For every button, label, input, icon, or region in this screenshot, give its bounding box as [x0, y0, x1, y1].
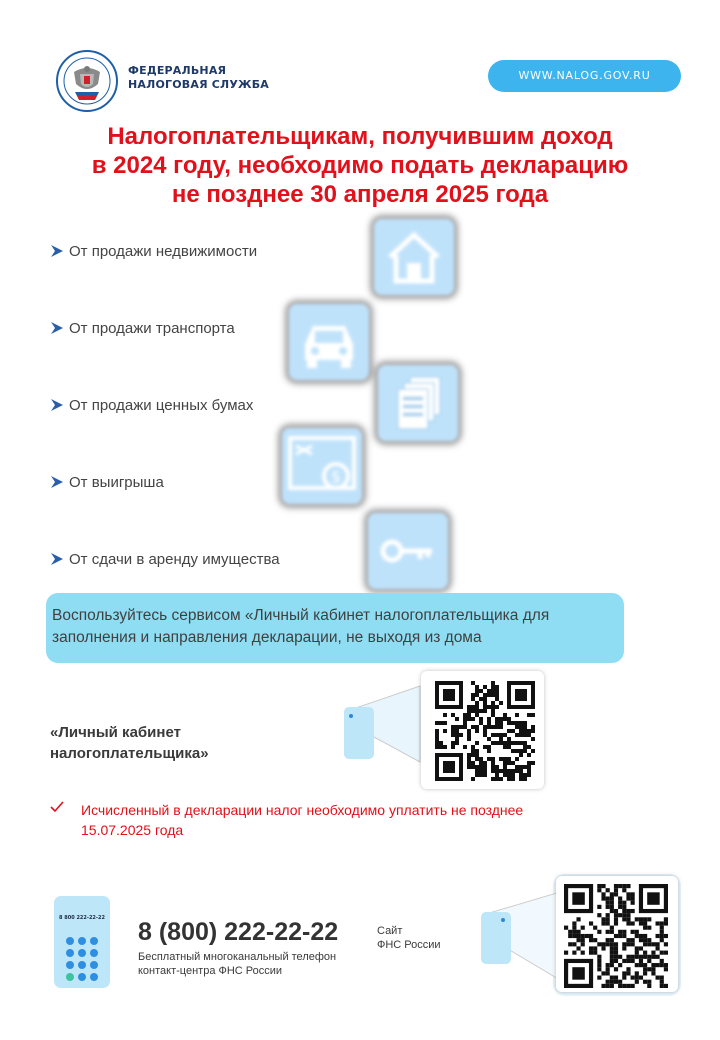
phone-camera-dot: [501, 918, 505, 922]
phone-screen-number: 8 800 222-22-22: [59, 915, 105, 921]
lk-line2: налогоплательщика»: [50, 745, 209, 762]
car-icon: [289, 304, 369, 380]
keypad-key: [90, 937, 98, 945]
income-item-label: От продажи недвижимости: [69, 243, 258, 260]
phone-camera-dot: [349, 714, 353, 718]
site-caption: [377, 924, 441, 952]
income-item-rent: [50, 549, 280, 571]
keypad-key: [66, 961, 74, 969]
site-caption-line1: Сайт: [377, 925, 403, 937]
org-name: [128, 64, 269, 92]
house-icon: [374, 219, 454, 295]
chevron-right-icon: [50, 245, 64, 257]
income-item-realty: [50, 241, 257, 263]
hotline-number[interactable]: 8 (800) 222-22-22: [138, 918, 339, 946]
chevron-right-icon: [50, 399, 64, 411]
hotline-caption-line2: контакт-центра ФНС России: [138, 965, 283, 977]
gift-certificate-icon: [282, 428, 362, 504]
deadline-line1: Исчисленный в декларации налог необходимо уплатить не позднее: [81, 802, 524, 818]
income-item-transport: [50, 318, 235, 340]
phone-icon: [481, 912, 511, 964]
income-item-label: От продажи транспорта: [69, 320, 235, 337]
site-qr-code[interactable]: [556, 876, 678, 992]
keypad-key: [90, 949, 98, 957]
deadline-line2: 15.07.2025 года: [81, 822, 184, 838]
chevron-right-icon: [50, 476, 64, 488]
chevron-right-icon: [50, 322, 64, 334]
hotline-caption: [138, 950, 336, 978]
income-item-securities: [50, 395, 253, 417]
keypad-key: [66, 949, 74, 957]
keypad-key: [78, 973, 86, 981]
keypad-key: [78, 961, 86, 969]
service-banner: [46, 593, 624, 663]
headline-line3: не позднее 30 апреля 2025 года: [171, 181, 549, 208]
svg-text:$: $: [330, 467, 342, 486]
site-url-button[interactable]: WWW.NALOG.GOV.RU: [488, 60, 681, 92]
service-line2: заполнения и направления декларации, не выходя из дома: [52, 629, 482, 646]
keypad-key: [66, 937, 74, 945]
hotline-caption-line1: Бесплатный многоканальный телефон: [138, 951, 337, 963]
site-caption-line2: ФНС России: [377, 939, 441, 951]
phone-icon: [344, 707, 374, 759]
keypad-key: [90, 973, 98, 981]
qr-code-icon: [435, 681, 535, 781]
checkmark-icon: [50, 800, 64, 814]
fns-emblem-icon: [56, 50, 118, 112]
key-icon: [368, 513, 448, 589]
headline-line2: в 2024 году, необходимо подать декларацию: [91, 152, 629, 179]
lk-label: [50, 722, 209, 764]
keypad-key: [66, 973, 74, 981]
headline-line1: Налогоплательщикам, получившим доход: [107, 123, 613, 150]
qr-code-icon: [564, 884, 668, 988]
hotline-phone-icon: [54, 896, 110, 988]
org-name-line2: НАЛОГОВАЯ СЛУЖБА: [128, 78, 270, 91]
service-line1: Воспользуйтесь сервисом «Личный кабинет налогоплательщика для: [52, 607, 550, 624]
chevron-right-icon: [50, 553, 64, 565]
income-item-label: От сдачи в аренду имущества: [69, 551, 280, 568]
income-item-label: От продажи ценных бумах: [69, 397, 254, 414]
income-item-winnings: [50, 472, 164, 494]
income-item-label: От выигрыша: [69, 474, 164, 491]
documents-icon: [378, 365, 458, 441]
org-name-line1: ФЕДЕРАЛЬНАЯ: [128, 64, 227, 77]
keypad-key: [90, 961, 98, 969]
headline: [60, 122, 660, 209]
keypad-key: [78, 937, 86, 945]
lk-line1: «Личный кабинет: [50, 724, 181, 741]
lk-qr-code[interactable]: [421, 671, 544, 789]
keypad-key: [78, 949, 86, 957]
